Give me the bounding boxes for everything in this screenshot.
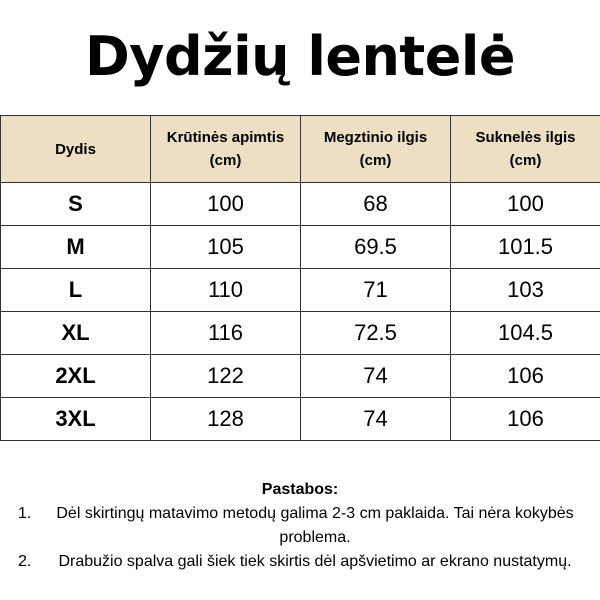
table-row [1,226,600,269]
sweater-cell: 71 [301,269,451,312]
chest-cell: 128 [151,398,301,441]
header-size-label: Dydis [55,140,96,158]
table-row [1,312,600,355]
header-size [1,116,151,183]
chest-cell: 100 [151,183,301,226]
table-row [1,355,600,398]
table-row [1,398,600,441]
note-number: 1. [18,505,32,522]
note-item [0,502,600,550]
header-chest-label: Krūtinės apimtis [166,129,285,146]
notes-title: Pastabos: [261,481,339,498]
header-dress-label: Suknelės ilgis [475,129,576,146]
size-table [0,115,600,441]
size-cell: XL [1,312,151,355]
dress-cell: 106 [451,398,600,441]
note-item [0,550,600,574]
table-row [1,269,600,312]
note-text: Dėl skirtingų matavimo metodų galima 2-3 cm paklaida. Tai nėra kokybės problema. [56,505,574,546]
header-sweater-label: Megztinio ilgis [323,129,428,146]
size-cell: M [1,226,151,269]
size-cell: 3XL [1,398,151,441]
note-number: 2. [18,553,32,570]
header-dress-unit: (cm) [509,152,542,169]
sweater-cell: 72.5 [301,312,451,355]
sweater-cell: 68 [301,183,451,226]
size-cell: S [1,183,151,226]
table-row [1,183,600,226]
header-dress-length [451,116,600,183]
page-title: Dydžių lentelė [84,25,515,88]
notes-section [0,478,600,574]
dress-cell: 104.5 [451,312,600,355]
chest-cell: 122 [151,355,301,398]
dress-cell: 103 [451,269,600,312]
sweater-cell: 74 [301,355,451,398]
size-cell: 2XL [1,355,151,398]
sweater-cell: 74 [301,398,451,441]
header-chest [151,116,301,183]
chest-cell: 110 [151,269,301,312]
note-text: Drabužio spalva gali šiek tiek skirtis dėl apšvietimo ar ekrano nustatymų. [58,553,572,570]
size-cell: L [1,269,151,312]
dress-cell: 100 [451,183,600,226]
header-sweater-unit: (cm) [359,152,392,169]
sweater-cell: 69.5 [301,226,451,269]
header-sweater-length [301,116,451,183]
dress-cell: 101.5 [451,226,600,269]
table-header-row [1,116,600,183]
chest-cell: 116 [151,312,301,355]
chest-cell: 105 [151,226,301,269]
header-chest-unit: (cm) [209,152,242,169]
dress-cell: 106 [451,355,600,398]
